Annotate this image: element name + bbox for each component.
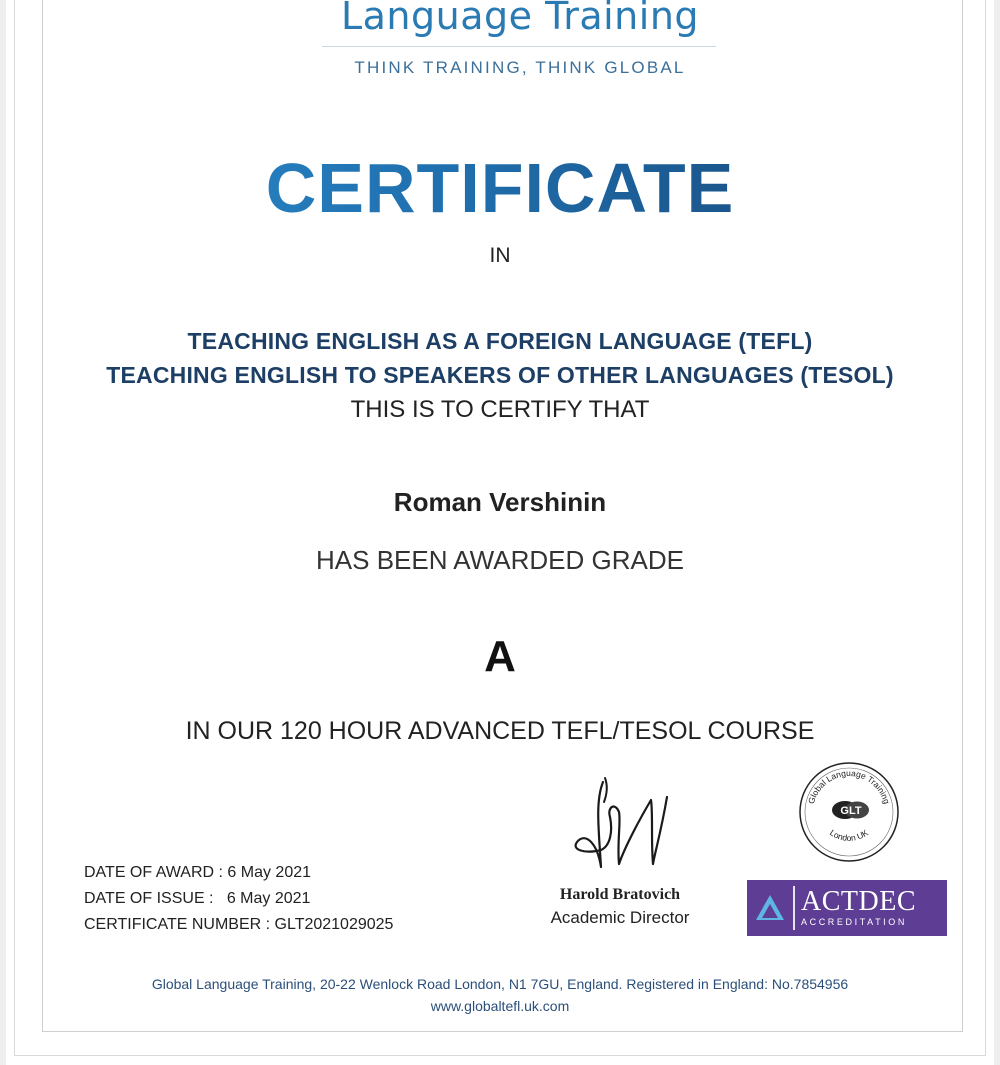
actdec-text <box>795 888 916 928</box>
footer-address: Global Language Training, 20-22 Wenlock Road London, N1 7GU, England. Registered in England: No.7854956 <box>151 976 849 992</box>
certificate-title: CERTIFICATE <box>0 148 1000 228</box>
svg-text:GLT: GLT <box>840 805 862 817</box>
actdec-name: ACTDEC <box>801 886 916 917</box>
svg-text:London UK: London UK <box>828 827 870 843</box>
certificate-number: CERTIFICATE NUMBER : GLT2021029025 <box>84 916 394 933</box>
brand-tagline: THINK TRAINING, THINK GLOBAL <box>354 58 686 77</box>
date-of-issue: DATE OF ISSUE : 6 May 2021 <box>84 890 311 907</box>
course-description: IN OUR 120 HOUR ADVANCED TEFL/TESOL COURSE <box>185 717 815 745</box>
certify-statement: THIS IS TO CERTIFY THAT <box>350 396 650 423</box>
svg-text:Global Language Training: Global Language Training <box>806 767 892 805</box>
certificate-details <box>84 860 393 938</box>
course-title-tesol: TEACHING ENGLISH TO SPEAKERS OF OTHER LANGUAGES (TESOL) <box>106 362 894 388</box>
actdec-subtitle: ACCREDITATION <box>801 917 907 927</box>
brand-divider <box>322 46 716 47</box>
brand-name: Language Training <box>340 0 700 38</box>
signatory-title: Academic Director <box>550 908 690 927</box>
actdec-accreditation-badge <box>747 880 947 936</box>
certificate-in-label: IN <box>489 244 511 267</box>
course-title-tefl: TEACHING ENGLISH AS A FOREIGN LANGUAGE (TEFL) <box>187 328 813 354</box>
actdec-separator <box>793 886 795 930</box>
signature-icon <box>555 772 675 887</box>
grade-value: A <box>484 632 516 681</box>
date-of-award: DATE OF AWARD : 6 May 2021 <box>84 864 312 881</box>
actdec-logo-icon <box>747 880 793 936</box>
signatory-name: Harold Bratovich <box>559 886 681 903</box>
glt-seal-icon <box>797 760 901 864</box>
awarded-statement: HAS BEEN AWARDED GRADE <box>316 545 684 575</box>
recipient-name: Roman Vershinin <box>393 487 607 517</box>
footer-website[interactable]: www.globaltefl.uk.com <box>430 998 570 1014</box>
